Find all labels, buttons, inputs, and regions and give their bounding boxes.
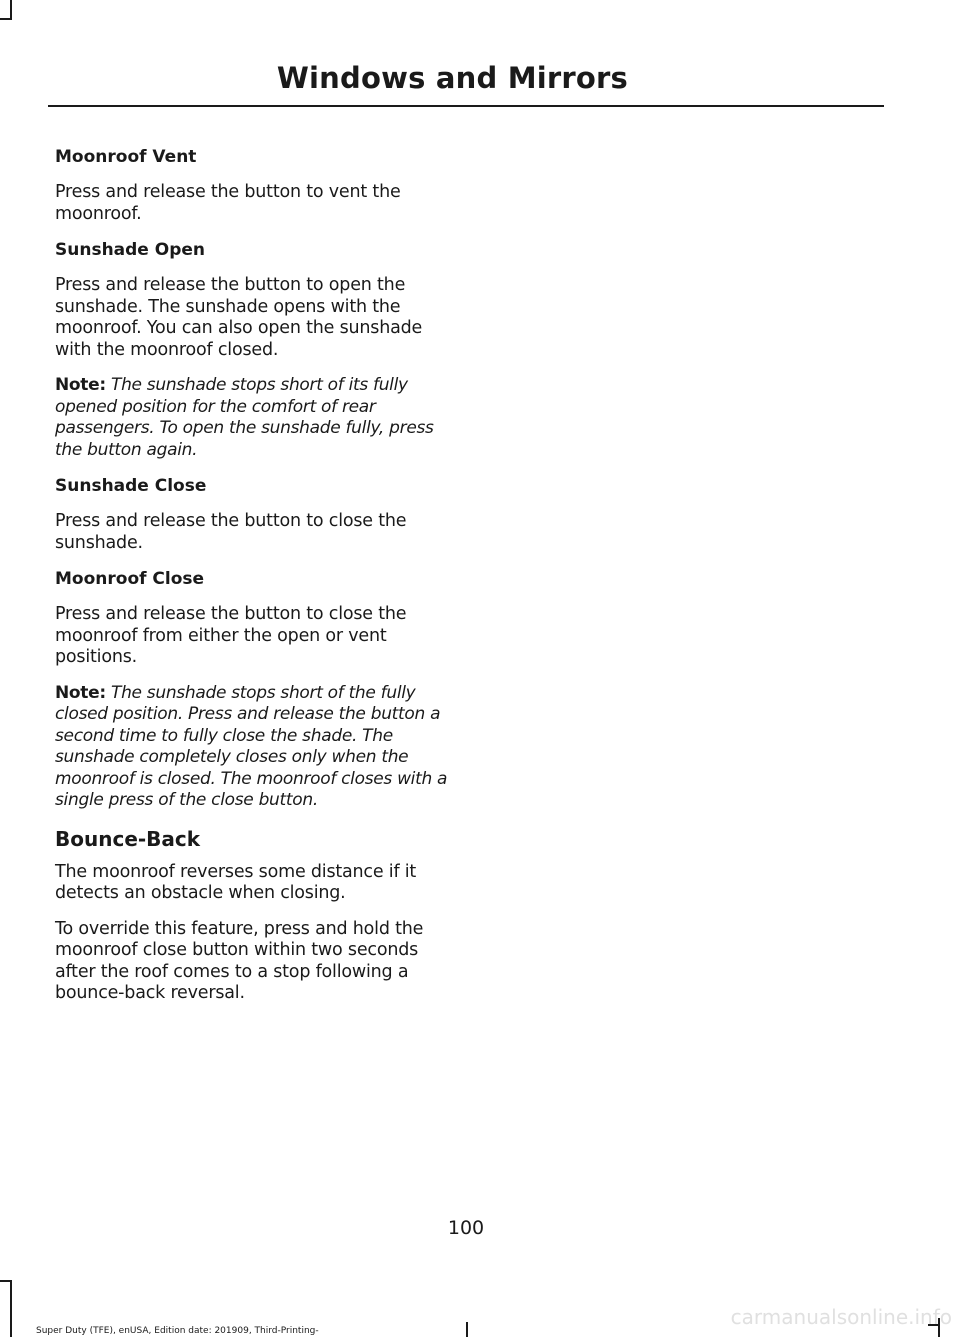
crop-mark-bottom-center	[466, 1322, 468, 1337]
sunshade-open-note	[55, 375, 450, 461]
moonroof-close-note	[55, 683, 450, 812]
header-divider	[48, 105, 884, 107]
crop-mark-top-left-horizontal	[0, 18, 12, 20]
watermark-text: carmanualsonline.info	[730, 1305, 952, 1329]
bounce-back-text-2: To override this feature, press and hold the moonroof close button within two seconds after the roof comes to a stop following a bounce-back reversal.	[55, 918, 424, 1003]
sunshade-open-heading: Sunshade Open	[55, 240, 206, 260]
sunshade-close-text: Press and release the button to close the sunshade.	[55, 511, 407, 553]
bounce-back-text-1: The moonroof reverses some distance if it detects an obstacle when closing.	[55, 861, 417, 903]
page-title: Windows and Mirrors	[276, 61, 628, 95]
note-label: Note:	[55, 682, 106, 703]
footer-edition-info: Super Duty (TFE), enUSA, Edition date: 201909, Third-Printing-	[36, 1326, 319, 1336]
moonroof-close-heading: Moonroof Close	[55, 569, 205, 589]
moonroof-close-text: Press and release the button to close the moonroof from either the open or vent positions.	[55, 604, 407, 667]
crop-mark-bottom-left-horizontal	[0, 1280, 12, 1282]
note-text: The sunshade stops short of its fully opened position for the comfort of rear passengers. To open the sunshade fully, press the button again.	[55, 375, 434, 460]
sunshade-close-heading: Sunshade Close	[55, 476, 207, 496]
crop-mark-top-left-vertical	[10, 0, 12, 18]
main-content	[55, 146, 450, 1019]
sunshade-open-text: Press and release the button to open the sunshade. The sunshade opens with the moonroof. You can also open the sunshade with the moonroof closed.	[55, 275, 423, 360]
note-text: The sunshade stops short of the fully closed position. Press and release the button a second time to fully close the shade. The sunshade completely closes only when the moonroof is closed. The moonroof closes with a single press of the close button.	[55, 682, 448, 810]
crop-mark-bottom-left-vertical	[10, 1280, 12, 1337]
moonroof-vent-text: Press and release the button to vent the moonroof.	[55, 182, 401, 224]
note-label: Note:	[55, 375, 106, 395]
page-number: 100	[447, 1217, 485, 1239]
moonroof-vent-heading: Moonroof Vent	[55, 147, 197, 167]
bounce-back-heading: Bounce-Back	[55, 826, 201, 851]
